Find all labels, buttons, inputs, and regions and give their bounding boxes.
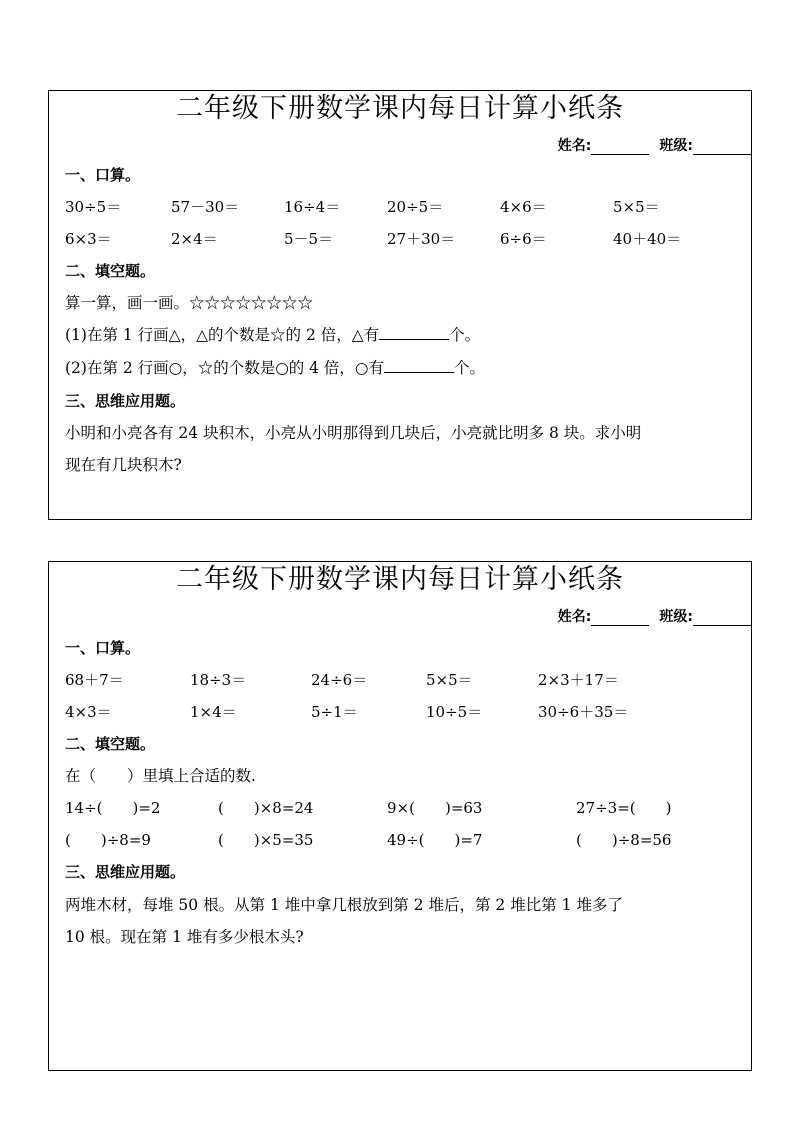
problem-line: 小明和小亮各有 24 块积木，小亮从小明那得到几块后，小亮就比明多 8 块。求小明 xyxy=(65,424,642,442)
worksheet-card-1 xyxy=(48,90,752,520)
card-title: 二年级下册数学课内每日计算小纸条 xyxy=(176,564,624,595)
calc-item: 30÷6＋35＝ xyxy=(538,703,629,721)
name-class-bar xyxy=(558,133,751,155)
calc-item: 30÷5＝ xyxy=(65,198,122,216)
fill-question-2 xyxy=(65,356,737,380)
name-blank xyxy=(591,609,649,626)
class-label: 班级: xyxy=(659,138,693,154)
calc-item: 57－30＝ xyxy=(171,198,240,216)
question-suffix: 个。 xyxy=(449,326,481,344)
question-text: (1)在第 1 行画△，△的个数是☆的 2 倍，△有 xyxy=(65,326,380,344)
problem-line: 10 根。现在第 1 堆有多少根木头? xyxy=(65,928,304,946)
fill-row-2 xyxy=(65,828,751,852)
answer-blank[interactable] xyxy=(384,358,454,373)
fill-item[interactable]: ( )÷8=56 xyxy=(576,831,672,849)
calc-item: 6÷6＝ xyxy=(500,230,547,248)
calc-item: 5×5＝ xyxy=(613,198,660,216)
worksheet-card-2 xyxy=(48,561,752,1071)
calc-item: 5－5＝ xyxy=(284,230,334,248)
section-word-problem: 三、思维应用题。 xyxy=(65,392,186,410)
calc-item: 16÷4＝ xyxy=(284,198,341,216)
name-label: 姓名: xyxy=(557,138,592,154)
calc-item: 4×6＝ xyxy=(500,198,547,216)
calc-item: 2×4＝ xyxy=(171,230,218,248)
fill-intro: 在（ ）里填上合适的数. xyxy=(65,767,256,785)
section-fill-blank: 二、填空题。 xyxy=(65,262,156,280)
section-oral-calc: 一、口算。 xyxy=(65,166,141,184)
word-problem xyxy=(65,889,741,953)
fill-item[interactable]: ( )×5=35 xyxy=(218,831,314,849)
problem-line: 两堆木材，每堆 50 根。从第 1 堆中拿几根放到第 2 堆后，第 2 堆比第 1 堆多了 xyxy=(65,896,623,914)
calc-item: 40＋40＝ xyxy=(613,230,682,248)
calc-item: 4×3＝ xyxy=(65,703,112,721)
calc-item: 20÷5＝ xyxy=(387,198,444,216)
problem-line: 现在有几块积木? xyxy=(65,456,182,474)
calc-item: 5×5＝ xyxy=(426,671,473,689)
calc-item: 68＋7＝ xyxy=(65,671,124,689)
calc-row-1 xyxy=(65,668,751,692)
fill-item[interactable]: 27÷3=( ) xyxy=(576,799,672,817)
name-class-bar xyxy=(558,604,751,626)
calc-row-1 xyxy=(65,195,751,219)
class-label: 班级: xyxy=(659,609,693,625)
calc-item: 27＋30＝ xyxy=(387,230,456,248)
fill-question-1 xyxy=(65,323,737,347)
fill-item[interactable]: 14÷( )=2 xyxy=(65,799,161,817)
calc-row-2 xyxy=(65,700,751,724)
section-oral-calc: 一、口算。 xyxy=(65,639,141,657)
fill-item[interactable]: ( )×8=24 xyxy=(218,799,314,817)
answer-blank[interactable] xyxy=(379,325,449,340)
calc-item: 1×4＝ xyxy=(190,703,237,721)
question-text: (2)在第 2 行画○，☆的个数是○的 4 倍，○有 xyxy=(65,359,384,377)
section-word-problem: 三、思维应用题。 xyxy=(65,863,186,881)
calc-item: 10÷5＝ xyxy=(426,703,483,721)
calc-item: 5÷1＝ xyxy=(311,703,358,721)
fill-row-1 xyxy=(65,796,751,820)
question-suffix: 个。 xyxy=(453,359,485,377)
class-blank xyxy=(693,609,751,626)
word-problem xyxy=(65,417,741,481)
fill-item[interactable]: 49÷( )=7 xyxy=(387,831,483,849)
calc-item: 24÷6＝ xyxy=(311,671,368,689)
class-blank xyxy=(693,138,751,155)
calc-row-2 xyxy=(65,227,751,251)
fill-item[interactable]: 9×( )=63 xyxy=(387,799,483,817)
fill-item[interactable]: ( )÷8=9 xyxy=(65,831,151,849)
fill-intro: 算一算，画一画。☆☆☆☆☆☆☆☆ xyxy=(65,294,314,312)
name-label: 姓名: xyxy=(557,609,592,625)
section-fill-blank: 二、填空题。 xyxy=(65,735,156,753)
name-blank xyxy=(591,138,649,155)
card-title: 二年级下册数学课内每日计算小纸条 xyxy=(176,93,624,124)
calc-item: 2×3＋17＝ xyxy=(538,671,619,689)
calc-item: 6×3＝ xyxy=(65,230,112,248)
calc-item: 18÷3＝ xyxy=(190,671,247,689)
